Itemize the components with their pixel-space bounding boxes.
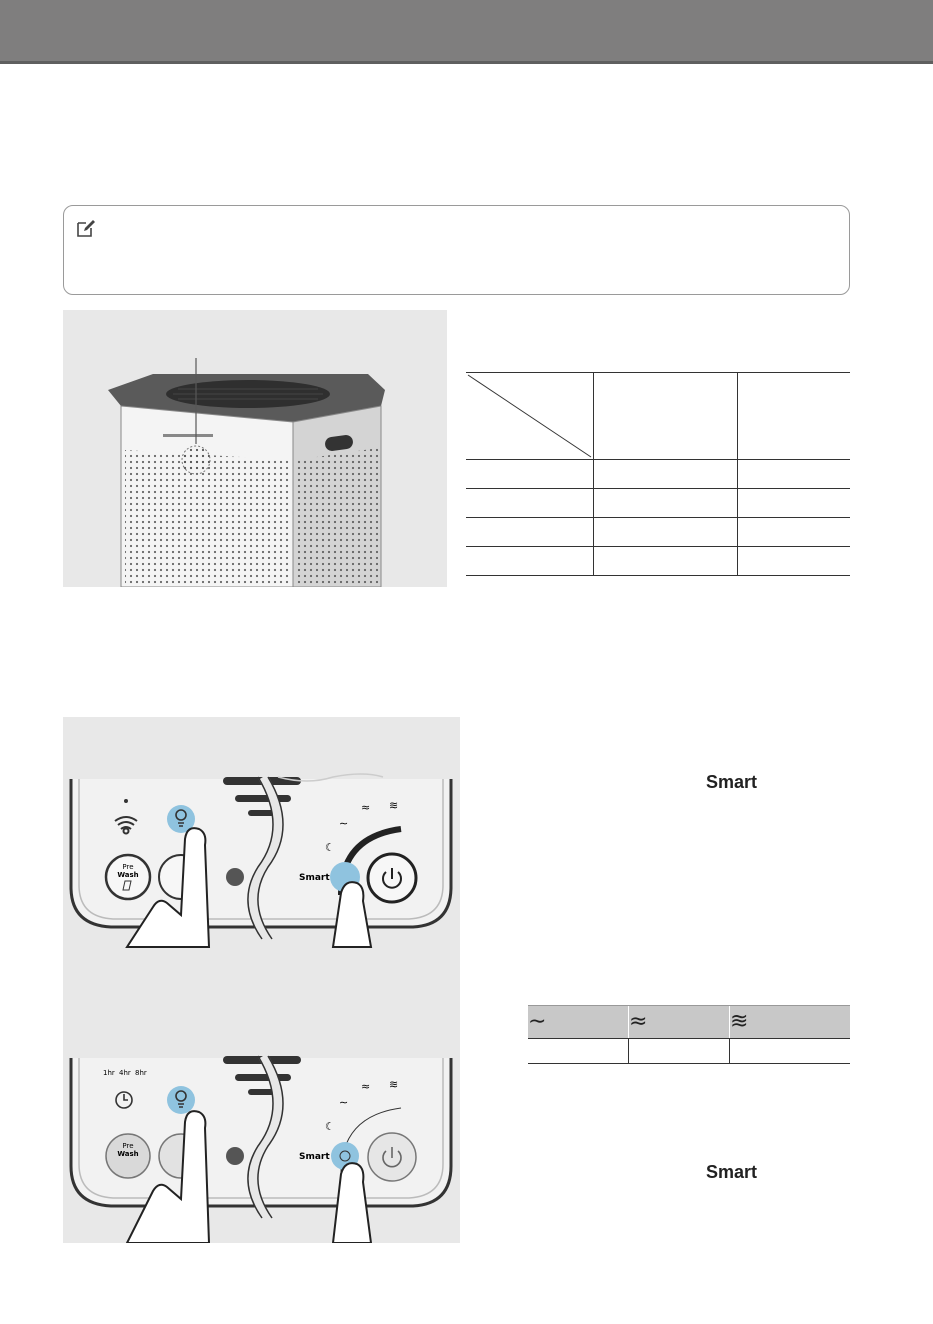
prewash-label: Pre [122,863,134,871]
purifier-illustration [63,310,447,587]
wave-triple-icon: ≋ [389,1078,399,1091]
timer-4hr-label: 4hr [119,1069,131,1077]
smart-mode-label: Smart [299,873,330,883]
smart-mode-text: Smart [706,1162,758,1182]
table-cell [594,460,738,489]
prewash-label: Wash [117,871,139,879]
panel-timer-mode [71,1056,451,1243]
table-cell [466,489,594,518]
table-cell [629,1039,730,1064]
note-pencil-icon [76,218,96,238]
table-cell [594,547,738,576]
note-box [63,205,850,295]
wave-single-icon: ∼ [339,1096,349,1109]
wave-single-icon: ∼ [528,1006,629,1039]
table-cell [528,1039,629,1064]
prewash-label: Pre [122,1142,134,1150]
wave-single-icon: ∼ [339,817,349,830]
prewash-label: Wash [117,1150,139,1158]
sleep-icon: ☾ [325,1120,335,1133]
smart-mode-label: Smart [299,1152,330,1162]
table-cell [594,489,738,518]
control-panel-figure [63,717,460,1243]
table-cell [466,460,594,489]
table-corner-cell [466,373,594,460]
wave-double-icon: ≈ [361,801,371,814]
sleep-icon: ☾ [325,841,335,854]
page-header-bar [0,0,933,64]
wave-triple-icon: ≋ [389,799,399,812]
panel-wifi-mode [71,774,451,947]
table-cell [738,547,851,576]
table-cell [738,460,851,489]
table-cell [466,547,594,576]
table-cell [594,518,738,547]
wave-double-icon: ≈ [629,1006,730,1039]
sensor-table [466,372,850,576]
table-cell [730,1039,851,1064]
table-cell [738,518,851,547]
table-header-cell [594,373,738,460]
control-panel-illustration [63,717,460,1243]
diagonal-divider [466,373,593,459]
table-cell [466,518,594,547]
table-cell [738,489,851,518]
purifier-figure [63,310,447,587]
timer-1hr-label: 1hr [103,1069,115,1077]
fan-speed-table [528,1005,850,1064]
smart-mode-text: Smart [706,772,758,792]
table-header-cell [738,373,851,460]
timer-8hr-label: 8hr [135,1069,147,1077]
wave-double-icon: ≈ [361,1080,371,1093]
wave-triple-icon: ≋ [730,1006,851,1039]
